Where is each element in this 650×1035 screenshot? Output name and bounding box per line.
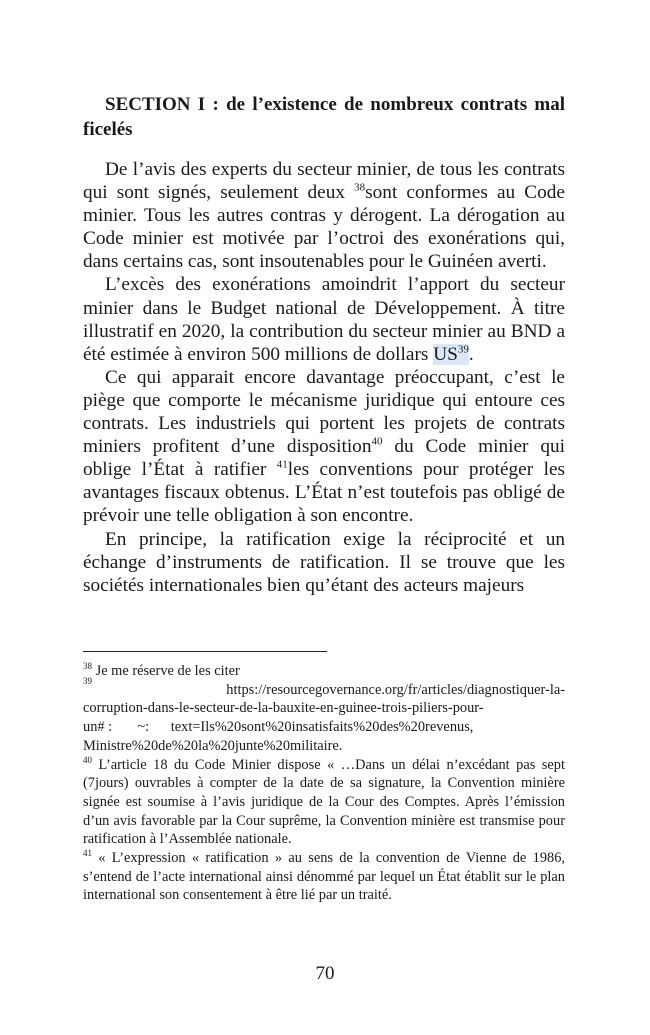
footnote-ref-40[interactable]: 40 bbox=[371, 435, 383, 448]
paragraph-2-text-a: L’excès des exonérations amoindrit l’apport du secteur minier dans le Budget national de Développement. À titre illustratif en 2020, la contribution du secteur minier au BND a été estimée à environ 500 millions de dollars bbox=[83, 274, 565, 365]
footnote-ref-38[interactable]: 38 bbox=[354, 181, 366, 194]
paragraph-2 bbox=[83, 273, 565, 365]
footnote-text: L’article 18 du Code Minier dispose « …Dans un délai n’excédant pas sept (7jours) ouvrables à compter de la date de sa signature, la Convention minière signée est soumise à l’avis juridique de la Cour des Comptes. Après l’émission d’un avis favorable par la Cour suprême, la Convention minière est transmise pour ratification à l’Assemblée nationale. bbox=[83, 756, 565, 848]
highlighted-word: US bbox=[433, 343, 458, 365]
footnote-40 bbox=[83, 756, 565, 850]
footnotes bbox=[83, 662, 565, 905]
footnote-number: 41 bbox=[83, 848, 92, 859]
footnote-39-line-4[interactable]: Ministre%20de%20la%20junte%20militaire. bbox=[83, 737, 343, 754]
footnote-39-line-3[interactable]: un# : ~: text=Ils%20sont%20insatisfaits%20des%20revenus, bbox=[83, 719, 474, 736]
body-text bbox=[83, 158, 565, 597]
footnote-39-line-2[interactable]: corruption-dans-le-secteur-de-la-bauxite-en-guinee-trois-piliers-pour- bbox=[83, 700, 484, 717]
footnote-ref-39[interactable]: 39 bbox=[457, 343, 469, 356]
footnote-ref-41[interactable]: 41 bbox=[276, 458, 288, 471]
page-number: 70 bbox=[315, 963, 335, 984]
paragraph-1 bbox=[83, 158, 565, 273]
footnote-number: 38 bbox=[83, 661, 92, 672]
footnote-separator bbox=[83, 651, 327, 652]
footnote-39-line-1: 39 https://resourcegovernance.org/fr/articles/diagnostiquer-la- bbox=[83, 675, 565, 698]
footnote-41 bbox=[83, 849, 565, 905]
footnote-text: « L’expression « ratification » au sens de la convention de Vienne de 1986, s’entend de l’acte international ainsi dénommé par lequel un État établit sur le plan international son consentement à être lié par un traité. bbox=[83, 850, 565, 904]
footnote-text: Je me réserve de les citer bbox=[92, 663, 240, 679]
paragraph-3-text-b: du Code minier qui oblige l’État à ratifier bbox=[83, 436, 566, 481]
footnote-38 bbox=[83, 662, 565, 681]
selected-text-highlight bbox=[433, 344, 469, 365]
footnote-number: 40 bbox=[83, 754, 92, 765]
paragraph-2-text-b: . bbox=[468, 343, 474, 365]
paragraph-3-text-c: les conventions pour protéger les avantages fiscaux obtenus. L’État n’est toutefois pas obligé de prévoir une telle obligation à son encontre. bbox=[83, 459, 565, 527]
paragraph-3-text-a: Ce qui apparait encore davantage préoccupant, c’est le piège que comporte le mécanisme juridique qui entoure ces contrats. Les industriels qui portent les projets de contrats miniers profitent d’une disposition bbox=[83, 366, 565, 458]
section-heading: SECTION I : de l’existence de nombreux contrats mal ficelés bbox=[83, 94, 565, 140]
paragraph-3 bbox=[83, 366, 565, 528]
paragraph-4: En principe, la ratification exige la réciprocité et un échange d’instruments de ratification. Il se trouve que les sociétés internationales bien qu’étant des acteurs majeurs bbox=[83, 528, 565, 596]
paragraph-1-text-a: De l’avis des experts du secteur minier, de tous les contrats qui sont signés, seulement deux bbox=[83, 159, 565, 204]
footnote-39-link-part-1[interactable]: https://resourcegovernance.org/fr/articles/diagnostiquer-la- bbox=[226, 681, 565, 698]
paragraph-1-text-b: sont conformes au Code minier. Tous les autres contras y dérogent. La dérogation au Code minier est motivée par l’octroi des exonérations qui, dans certains cas, sont insoutenables pour le Guinéen averti. bbox=[83, 182, 565, 273]
